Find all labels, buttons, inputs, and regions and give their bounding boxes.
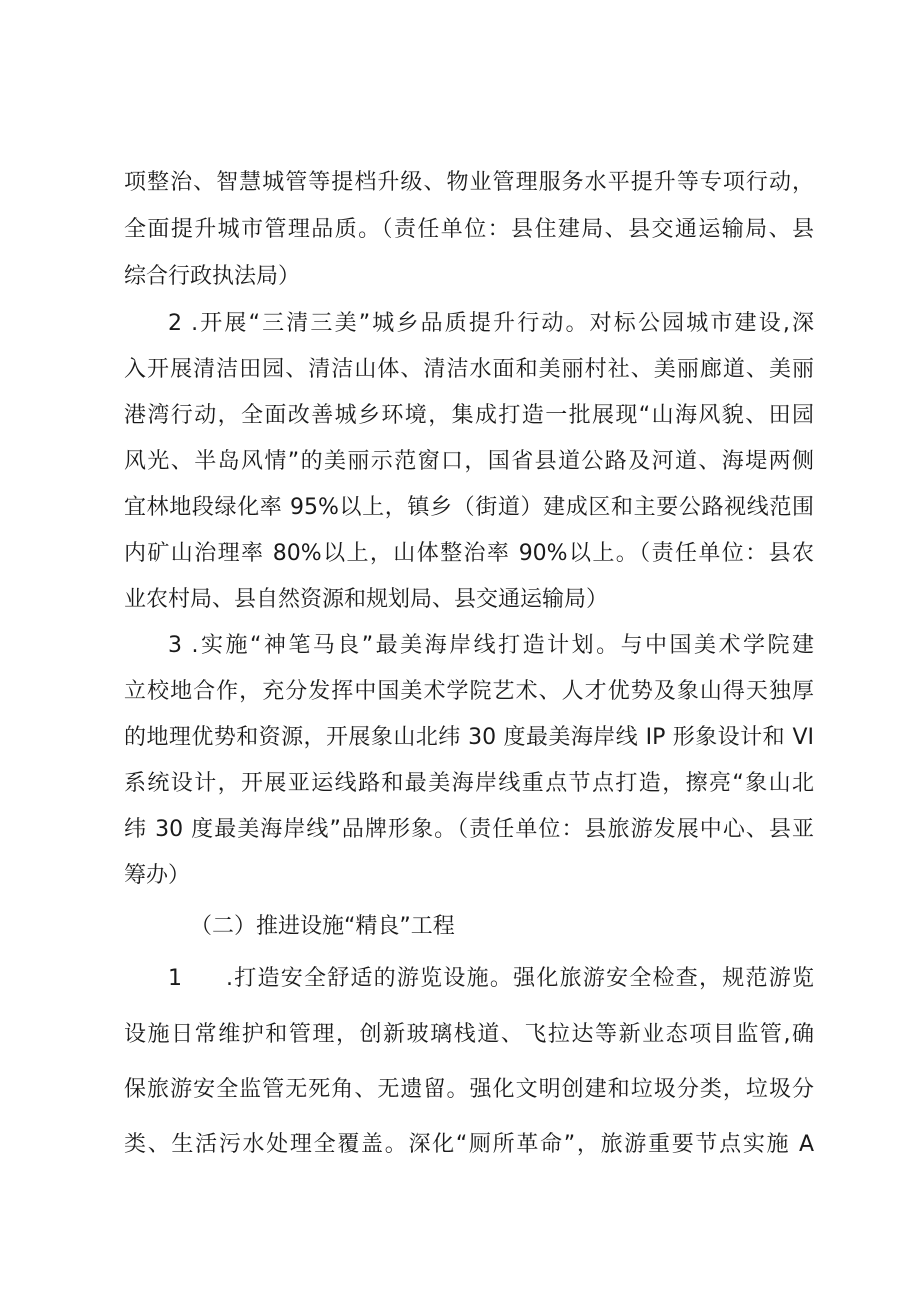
item-1-line: 保旅游安全监管无死角、无遗留。强化文明创建和垃圾分类，垃圾分 <box>124 1077 814 1102</box>
item-3-line: 的地理优势和资源，开展象山北纬 30 度最美海岸线 IP 形象设计和 VI <box>124 725 814 750</box>
item-3-line: 纬 30 度最美海岸线”品牌形象。（责任单位：县旅游发展中心、县亚 <box>124 817 814 842</box>
item-2-line: 2 .开展“三清三美”城乡品质提升行动。对标公园城市建设,深 <box>168 311 814 336</box>
item-3-line: 筹办） <box>124 863 191 888</box>
item-3-line: 立校地合作，充分发挥中国美术学院艺术、人才优势及象山得天独厚 <box>124 679 814 704</box>
item-1-line: 设施日常维护和管理，创新玻璃栈道、飞拉达等新业态项目监管,确 <box>124 1022 814 1047</box>
item-3-line: 系统设计，开展亚运线路和最美海岸线重点节点打造，擦亮“象山北 <box>124 771 814 796</box>
paragraph-line: 全面提升城市管理品质。（责任单位：县住建局、县交通运输局、县 <box>124 217 814 242</box>
item-2-line: 业农村局、县自然资源和规划局、县交通运输局） <box>124 587 609 612</box>
item-2-line: 入开展清洁田园、清洁山体、清洁水面和美丽村社、美丽廊道、美丽 <box>124 357 814 382</box>
item-3-line: 3 .实施“神笔马良”最美海岸线打造计划。与中国美术学院建 <box>168 633 814 658</box>
paragraph-line: 综合行政执法局） <box>124 264 301 289</box>
item-2-line: 港湾行动，全面改善城乡环境，集成打造一批展现“山海风貌、田园 <box>124 403 814 428</box>
item-1-number: 1 <box>168 966 182 991</box>
section-heading: （二）推进设施“精良”工程 <box>190 914 455 939</box>
item-1-line: 类、生活污水处理全覆盖。深化“厕所革命”，旅游重要节点实施 A <box>124 1132 814 1157</box>
item-1-first-line-text: .打造安全舒适的游览设施。强化旅游安全检查，规范游览 <box>226 966 814 991</box>
paragraph-line: 项整治、智慧城管等提档升级、物业管理服务水平提升等专项行动， <box>124 170 814 195</box>
item-2-line: 宜林地段绿化率 95%以上，镇乡（街道）建成区和主要公路视线范围 <box>124 495 814 520</box>
item-2-line: 风光、半岛风情”的美丽示范窗口，国省县道公路及河道、海堤两侧 <box>124 449 814 474</box>
item-1-first-line <box>168 964 814 994</box>
item-2-line: 内矿山治理率 80%以上，山体整治率 90%以上。（责任单位：县农 <box>124 541 814 566</box>
